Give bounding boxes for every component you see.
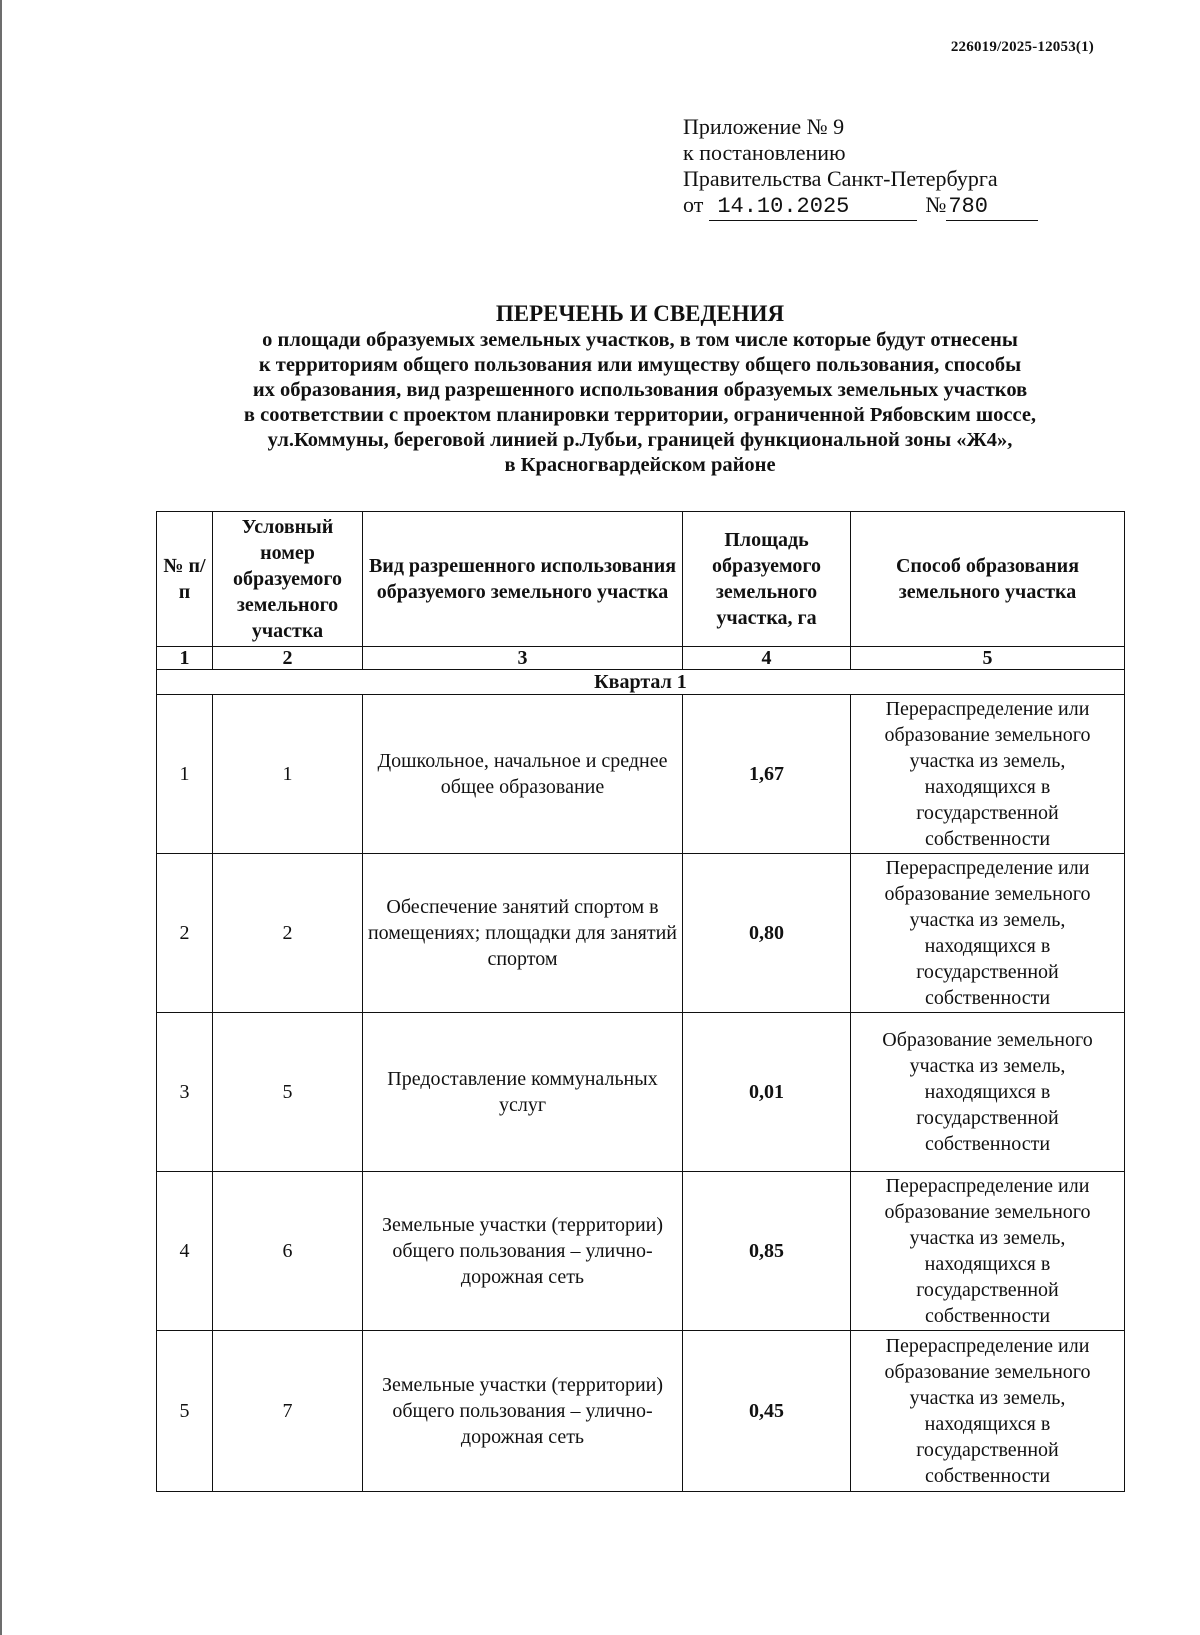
table-header-row: [157, 512, 1125, 647]
row-number: 4: [157, 1172, 213, 1331]
plot-id: 1: [213, 695, 363, 854]
plot-id: 7: [213, 1331, 363, 1492]
date-prefix: от: [683, 192, 704, 217]
plot-area: 0,80: [683, 854, 851, 1013]
number-prefix: №: [925, 192, 947, 217]
subtitle-line: их образования, вид разрешенного использования образуемых земельных участков: [252, 379, 1028, 401]
registration-number: 226019/2025-12053(1): [950, 39, 1094, 55]
section-title: Квартал 1: [157, 670, 1125, 695]
column-number: 2: [213, 647, 363, 670]
subtitle-line: в Красногвардейском районе: [504, 454, 776, 476]
subtitle-line: к территориям общего пользования или имуществу общего пользования, способы: [258, 354, 1022, 376]
column-header: Площадь образуемого земельного участка, га: [683, 512, 851, 647]
permitted-use: Обеспечение занятий спортом в помещениях; площадки для занятий спортом: [363, 854, 683, 1013]
subtitle-line: о площади образуемых земельных участков, в том числе которые будут отнесены: [262, 329, 1018, 351]
land-plots-table: [156, 511, 1125, 1492]
appendix-line-2: к постановлению: [683, 140, 846, 165]
table-row: [157, 854, 1125, 1013]
column-number: 5: [851, 647, 1125, 670]
plot-id: 5: [213, 1013, 363, 1172]
row-number: 1: [157, 695, 213, 854]
column-number: 4: [683, 647, 851, 670]
formation-method: Перераспределение или образование земельного участка из земель, находящихся в государственной собственности: [851, 1172, 1125, 1331]
subtitle-line: в соответствии с проектом планировки территории, ограниченной Рябовским шоссе,: [243, 404, 1037, 426]
formation-method: Перераспределение или образование земельного участка из земель, находящихся в государственной собственности: [851, 695, 1125, 854]
appendix-date-line: [683, 192, 1038, 221]
appendix-line-3: Правительства Санкт-Петербурга: [683, 166, 998, 191]
table-row: [157, 1172, 1125, 1331]
plot-area: 0,85: [683, 1172, 851, 1331]
column-header: Способ образования земельного участка: [851, 512, 1125, 647]
section-row: [157, 670, 1125, 695]
row-number: 3: [157, 1013, 213, 1172]
document-title: ПЕРЕЧЕНЬ И СВЕДЕНИЯ: [495, 301, 785, 326]
column-header: № п/п: [157, 512, 213, 647]
table-row: [157, 695, 1125, 854]
column-number: 3: [363, 647, 683, 670]
permitted-use: Земельные участки (территории) общего пользования – улично-дорожная сеть: [363, 1172, 683, 1331]
plot-area: 0,45: [683, 1331, 851, 1492]
plot-id: 2: [213, 854, 363, 1013]
row-number: 2: [157, 854, 213, 1013]
permitted-use: Дошкольное, начальное и среднее общее образование: [363, 695, 683, 854]
permitted-use: Предоставление коммунальных услуг: [363, 1013, 683, 1172]
appendix-block: [683, 114, 1038, 221]
appendix-line-1: Приложение № 9: [683, 114, 845, 139]
formation-method: Перераспределение или образование земельного участка из земель, находящихся в государственной собственности: [851, 854, 1125, 1013]
plot-id: 6: [213, 1172, 363, 1331]
table-row: [157, 1013, 1125, 1172]
row-number: 5: [157, 1331, 213, 1492]
resolution-date: 14.10.2025: [709, 194, 917, 221]
subtitle-line: ул.Коммуны, береговой линией р.Лубьи, границей функциональной зоны «Ж4»,: [267, 429, 1013, 451]
plot-area: 0,01: [683, 1013, 851, 1172]
formation-method: Образование земельного участка из земель, находящихся в государственной собственности: [851, 1013, 1125, 1172]
column-number-row: [157, 647, 1125, 670]
column-number: 1: [157, 647, 213, 670]
column-header: Условный номер образуемого земельного участка: [213, 512, 363, 647]
column-header: Вид разрешенного использования образуемого земельного участка: [363, 512, 683, 647]
formation-method: Перераспределение или образование земельного участка из земель, находящихся в государственной собственности: [851, 1331, 1125, 1492]
resolution-number: 780: [946, 194, 1038, 221]
table-row: [157, 1331, 1125, 1492]
scan-edge: [0, 0, 2, 1635]
document-heading: [150, 300, 1130, 478]
permitted-use: Земельные участки (территории) общего пользования – улично-дорожная сеть: [363, 1331, 683, 1492]
plot-area: 1,67: [683, 695, 851, 854]
